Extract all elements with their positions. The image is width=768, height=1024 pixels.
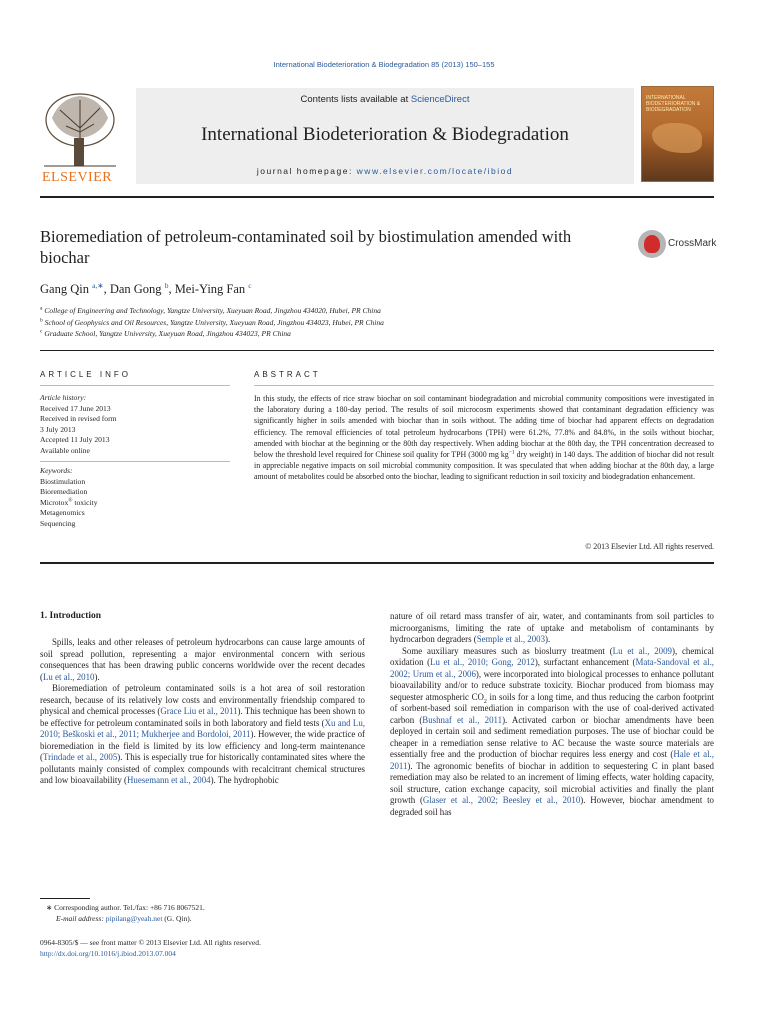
affil-text: Graduate School, Yangtze University, Xueyuan Road, Jingzhou 434023, PR China	[44, 329, 291, 338]
citation-link[interactable]: Glaser et al., 2002; Beesley et al., 2010	[422, 795, 581, 805]
affil-text: College of Engineering and Technology, Yangtze University, Xueyuan Road, Jingzhou 434020, Hubei, PR China	[44, 306, 381, 315]
paragraph	[390, 646, 714, 819]
abstract-rule	[254, 385, 714, 386]
text: ). The hydrophobic	[210, 775, 279, 785]
crossmark-icon	[638, 230, 666, 258]
text: ).	[94, 671, 100, 682]
paragraph	[390, 611, 714, 646]
citation-link[interactable]: Grace Liu et al., 2011	[160, 706, 238, 716]
author-separator: ,	[103, 282, 110, 296]
text: Spills, leaks and other releases of petroleum hydrocarbons can cause large amounts of soil spread pollution, representing a major environmental concern with serious consequences that has been drawing public concerns worldwide over the recent decades (	[40, 637, 365, 682]
citation-link[interactable]: Lu et al., 2009	[612, 645, 672, 656]
journal-banner	[136, 88, 634, 184]
text: Some auxiliary measures such as bioslurry treatment (	[402, 645, 613, 656]
keyword	[40, 498, 230, 509]
text: ). However, the wide practice of bioremediation in the field is limited by its low efficiency and long-term maintenance (	[40, 729, 365, 762]
publisher-logo-text: ELSEVIER	[42, 170, 113, 185]
email-link[interactable]: pipilang@yeah.net	[105, 913, 163, 923]
text: ). The agronomic benefits of biochar in addition to sequestering C in plant based remediation may also be related to an increment of liming effects, water holding capacity, soil structure, cation exchange capacity, soil microbial activities and finally the plant growth (	[390, 760, 714, 805]
title-block-divider	[40, 350, 714, 351]
subscript: 2	[483, 698, 487, 705]
journal-cover-image[interactable]	[641, 86, 714, 182]
homepage-link[interactable]: www.elsevier.com/locate/ibiod	[356, 166, 514, 176]
affiliations	[40, 305, 384, 340]
contents-prefix: Contents lists available at	[300, 94, 411, 105]
doi-link[interactable]: http://dx.doi.org/10.1016/j.ibiod.2013.07.004	[40, 948, 176, 958]
email-label: E-mail address:	[56, 913, 106, 923]
keyword-suffix: toxicity	[72, 497, 98, 507]
keywords-label: Keywords:	[40, 466, 73, 475]
citation-link[interactable]: Bushnaf et al., 2011	[422, 714, 503, 725]
elsevier-tree-logo	[40, 88, 120, 184]
abstract-text	[254, 393, 714, 483]
author-name: Mei-Ying Fan	[174, 282, 246, 296]
history-item: 3 July 2013	[40, 424, 76, 434]
text: nature of oil retard mass transfer of air, water, and contaminants from soil particles to microorganisms, limiting the rate of uptake and metabolism of contaminants by hydrocarbon degraders (	[390, 611, 714, 644]
article-info-heading: ARTICLE INFO	[40, 370, 131, 379]
author-name: Dan Gong	[109, 282, 162, 296]
keyword: Biostimulation	[40, 476, 86, 486]
affil-marker: a	[40, 305, 43, 312]
text: ), chemical oxidation (	[390, 645, 715, 667]
author-separator: ,	[168, 282, 175, 296]
sciencedirect-link[interactable]: ScienceDirect	[410, 94, 470, 105]
homepage-prefix: journal homepage:	[256, 166, 357, 176]
affiliation	[40, 305, 384, 317]
journal-reference[interactable]: International Biodeterioration & Biodegradation 85 (2013) 150–155	[273, 60, 495, 69]
citation-link[interactable]: Lu et al., 2010; Gong, 2012	[430, 657, 535, 667]
text: ). Activated carbon or biochar amendments have been deployed in certain soil and sediment remediation purposes. The use of biochar could be cheaper in a remediation sense relative to AC because the waste source materials are essentially free and the production of biochar requires less energy and cost (	[390, 714, 714, 759]
text: ), surfactant enhancement (	[534, 657, 636, 667]
keyword: Sequencing	[40, 518, 76, 528]
issn-line: 0964-8305/$ — see front matter © 2013 Elsevier Ltd. All rights reserved.	[40, 938, 261, 947]
article-info	[40, 393, 230, 529]
citation-link[interactable]: Mata-Sandoval et al., 2002; Urum et al., 2006	[390, 657, 715, 679]
text: ). This is especially true for historically contaminated sites where the pollutants mainly consisted of complex compounds with recalcitrant chemical structures and low bioavailability (	[40, 752, 365, 785]
email-line	[40, 914, 365, 925]
article-title: Bioremediation of petroleum-contaminated soil by biostimulation amended with biochar	[40, 227, 572, 267]
history-item: Accepted 11 July 2013	[40, 435, 110, 444]
abstract-heading: ABSTRACT	[254, 370, 321, 379]
keyword: Bioremediation	[40, 487, 88, 496]
abstract-divider	[40, 562, 714, 564]
page-footer	[40, 938, 365, 959]
copyright: © 2013 Elsevier Ltd. All rights reserved.	[585, 542, 714, 551]
homepage-line	[136, 166, 634, 176]
cover-title: INTERNATIONAL BIODETERIORATION & BIODEGRADATION	[646, 95, 701, 113]
footnote-rule	[40, 898, 90, 899]
journal-title: International Biodeterioration & Biodegradation	[201, 124, 569, 145]
crossmark-label: CrossMark	[668, 238, 717, 249]
text: ). This technique has been shown to be effective for petroleum contaminated soils in both laboratory and field tests (	[40, 706, 365, 728]
tree-icon	[40, 88, 120, 170]
header-divider	[40, 196, 714, 198]
history-item: Available online	[40, 445, 90, 455]
history-item: Received in revised form	[40, 414, 117, 423]
body-column-left	[40, 637, 365, 787]
author-name: Gang Qin	[40, 282, 89, 296]
keyword-text: Microtox	[40, 497, 69, 507]
corresponding-author: ∗ Corresponding author. Tel./fax: +86 716 8067521.	[46, 903, 205, 912]
affil-text: School of Geophysics and Oil Resources, Yangtze University, Xueyuan Road, Jingzhou 434023, Hubei, PR China	[44, 317, 384, 327]
cover-artwork	[652, 123, 702, 153]
contents-line	[136, 94, 634, 105]
affil-marker: c	[40, 328, 43, 335]
citation-link[interactable]: Hale et al., 2011	[390, 749, 714, 771]
paragraph	[40, 637, 365, 683]
abstract-part: dry weight) in 140 days. The addition of biochar did not result in appreciable negative impacts on soil microbial community composition. It was speculated that when adding biochar at the 80th day, a large amount of metabolites could be absorbed onto the biochar, leading to significant reduction in soil toxicity and biodegradation enhancement.	[254, 450, 714, 482]
history-label: Article history:	[40, 393, 87, 402]
citation-link[interactable]: Xu and Lu, 2010; Beškoski et al., 2011; Mukherjee and Bordoloi, 2011	[40, 717, 365, 739]
author-affil-link[interactable]: a,∗	[92, 280, 104, 290]
history-item: Received 17 June 2013	[40, 403, 111, 413]
text: ).	[545, 634, 551, 644]
crossmark-button[interactable]	[638, 230, 718, 260]
author-affil-link[interactable]: b	[164, 280, 169, 290]
text: ), were incorporated into biological processes to enhance pollutant bioavailability and/or to reduce substrate toxicity. Biochar produced from biomass may sequester atmospheric CO	[390, 668, 714, 702]
abstract-sup: −1	[508, 449, 515, 456]
info-rule	[40, 385, 230, 386]
text: in soils for a long time, and thus reducing the carbon footprint of sorbent-based soil remediation in comparison with the use of coal-derived activated carbon (	[390, 691, 714, 725]
citation-link[interactable]: Huesemann et al., 2004	[127, 775, 211, 785]
paragraph	[40, 683, 365, 787]
affiliation	[40, 328, 384, 340]
author-affil-link[interactable]: c	[248, 280, 252, 290]
journal-header	[40, 84, 714, 188]
citation-link[interactable]: Trindade et al., 2005	[42, 752, 118, 762]
email-suffix: (G. Qin).	[162, 913, 192, 923]
affil-marker: b	[40, 317, 43, 323]
footnote	[40, 903, 365, 924]
author-list	[40, 282, 252, 297]
citation-link[interactable]: Semple et al., 2003	[476, 634, 546, 644]
info-separator	[40, 461, 230, 462]
text: ). However, biochar amendment to degraded soil has	[390, 795, 714, 817]
section-heading-introduction: 1. Introduction	[40, 611, 102, 621]
keyword: Metagenomics	[40, 508, 85, 517]
affiliation	[40, 317, 384, 329]
body-column-right	[390, 611, 714, 818]
citation-link[interactable]: Lu et al., 2010	[42, 671, 95, 682]
abstract-part: In this study, the effects of rice straw biochar on soil contaminant biodegradation and microbial community compositions were investigated in the laboratory during a 180-day period. The results of soil microcosm experiments showed that contaminant degradation efficiency was significantly higher in soils amended with biochar than in soils without. The adding time of biochar had apparent effects on degradation efficiency. The removal efficiencies of total petroleum hydrocarbons (TPH) were 61.2%, 77.8% and 84.8%, in the soils without biochar, amended with biochar at the beginning or the 80th day respectively. When adding biochar at the 80th day, the TPH concentration decreased to below the threshold level required for Chinese soil quality for TPH (3000 mg kg	[254, 394, 714, 460]
text: Bioremediation of petroleum contaminated soils is a hot area of soil restoration research, because of its relatively low costs and environmentally friendship compared to physical and chemical processes (	[40, 683, 365, 716]
keyword-sup: ®	[68, 496, 73, 503]
